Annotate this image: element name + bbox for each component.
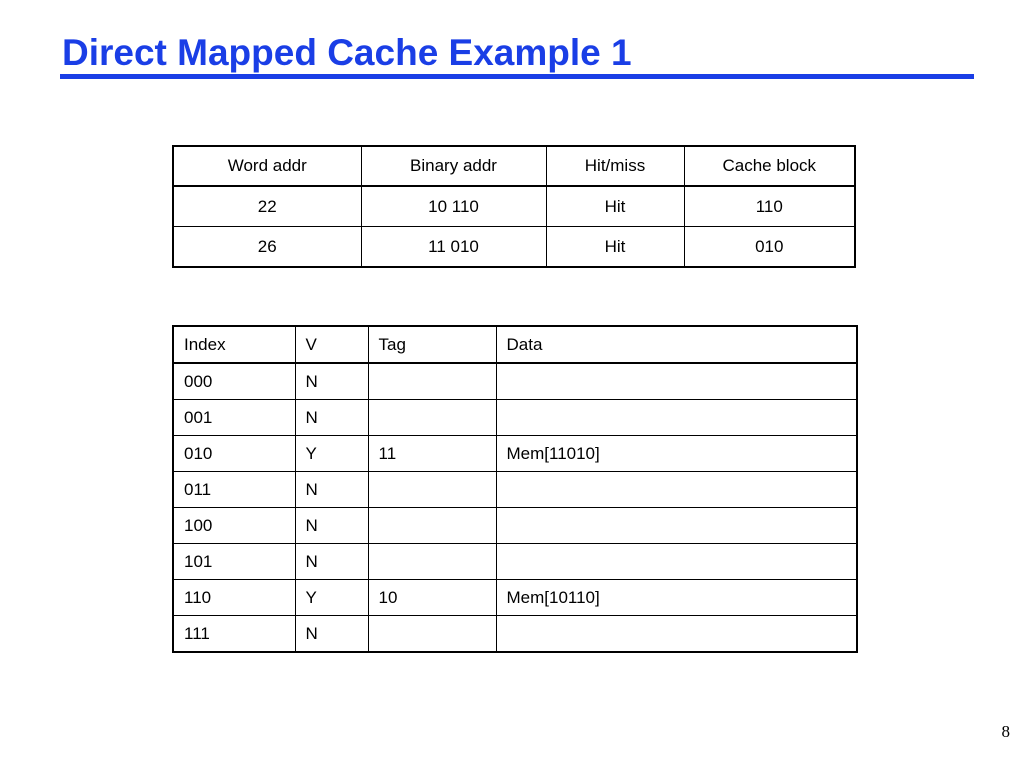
valid-cell: Y — [295, 436, 368, 472]
table-row — [173, 186, 855, 227]
slide-title: Direct Mapped Cache Example 1 — [62, 32, 632, 73]
tag-cell — [368, 472, 496, 508]
header-tag: Tag — [368, 326, 496, 363]
page-number: 8 — [1001, 722, 1010, 741]
cache-table — [172, 325, 858, 653]
tag-cell — [368, 400, 496, 436]
data-cell — [496, 472, 857, 508]
data-cell — [496, 400, 857, 436]
index-cell: 000 — [173, 363, 295, 400]
table-row — [173, 580, 857, 616]
header-valid: V — [295, 326, 368, 363]
data-cell — [496, 508, 857, 544]
tag-cell — [368, 544, 496, 580]
index-cell: 100 — [173, 508, 295, 544]
table-row — [173, 616, 857, 653]
table-row — [173, 400, 857, 436]
data-cell — [496, 544, 857, 580]
valid-cell: N — [295, 363, 368, 400]
hit-miss-cell: Hit — [546, 227, 684, 268]
index-cell: 110 — [173, 580, 295, 616]
valid-cell: N — [295, 544, 368, 580]
header-cache-block: Cache block — [684, 146, 855, 186]
data-cell: Mem[10110] — [496, 580, 857, 616]
table-row — [173, 544, 857, 580]
valid-cell: N — [295, 472, 368, 508]
tag-cell — [368, 616, 496, 653]
valid-cell: N — [295, 400, 368, 436]
cache-block-cell: 010 — [684, 227, 855, 268]
header-word-addr: Word addr — [173, 146, 361, 186]
table-row — [173, 508, 857, 544]
data-cell: Mem[11010] — [496, 436, 857, 472]
binary-addr-cell: 10 110 — [361, 186, 546, 227]
header-data: Data — [496, 326, 857, 363]
access-table — [172, 145, 856, 268]
table-row — [173, 472, 857, 508]
data-cell — [496, 616, 857, 653]
index-cell: 011 — [173, 472, 295, 508]
header-index: Index — [173, 326, 295, 363]
table-row — [173, 227, 855, 268]
header-binary-addr: Binary addr — [361, 146, 546, 186]
index-cell: 001 — [173, 400, 295, 436]
table-row — [173, 436, 857, 472]
cache-block-cell: 110 — [684, 186, 855, 227]
index-cell: 111 — [173, 616, 295, 653]
valid-cell: Y — [295, 580, 368, 616]
title-underline — [60, 74, 974, 79]
word-addr-cell: 26 — [173, 227, 361, 268]
index-cell: 101 — [173, 544, 295, 580]
valid-cell: N — [295, 508, 368, 544]
data-cell — [496, 363, 857, 400]
index-cell: 010 — [173, 436, 295, 472]
tag-cell: 11 — [368, 436, 496, 472]
hit-miss-cell: Hit — [546, 186, 684, 227]
binary-addr-cell: 11 010 — [361, 227, 546, 268]
valid-cell: N — [295, 616, 368, 653]
word-addr-cell: 22 — [173, 186, 361, 227]
tag-cell — [368, 363, 496, 400]
header-hit-miss: Hit/miss — [546, 146, 684, 186]
tag-cell: 10 — [368, 580, 496, 616]
tag-cell — [368, 508, 496, 544]
table-header-row — [173, 146, 855, 186]
table-header-row — [173, 326, 857, 363]
table-row — [173, 363, 857, 400]
